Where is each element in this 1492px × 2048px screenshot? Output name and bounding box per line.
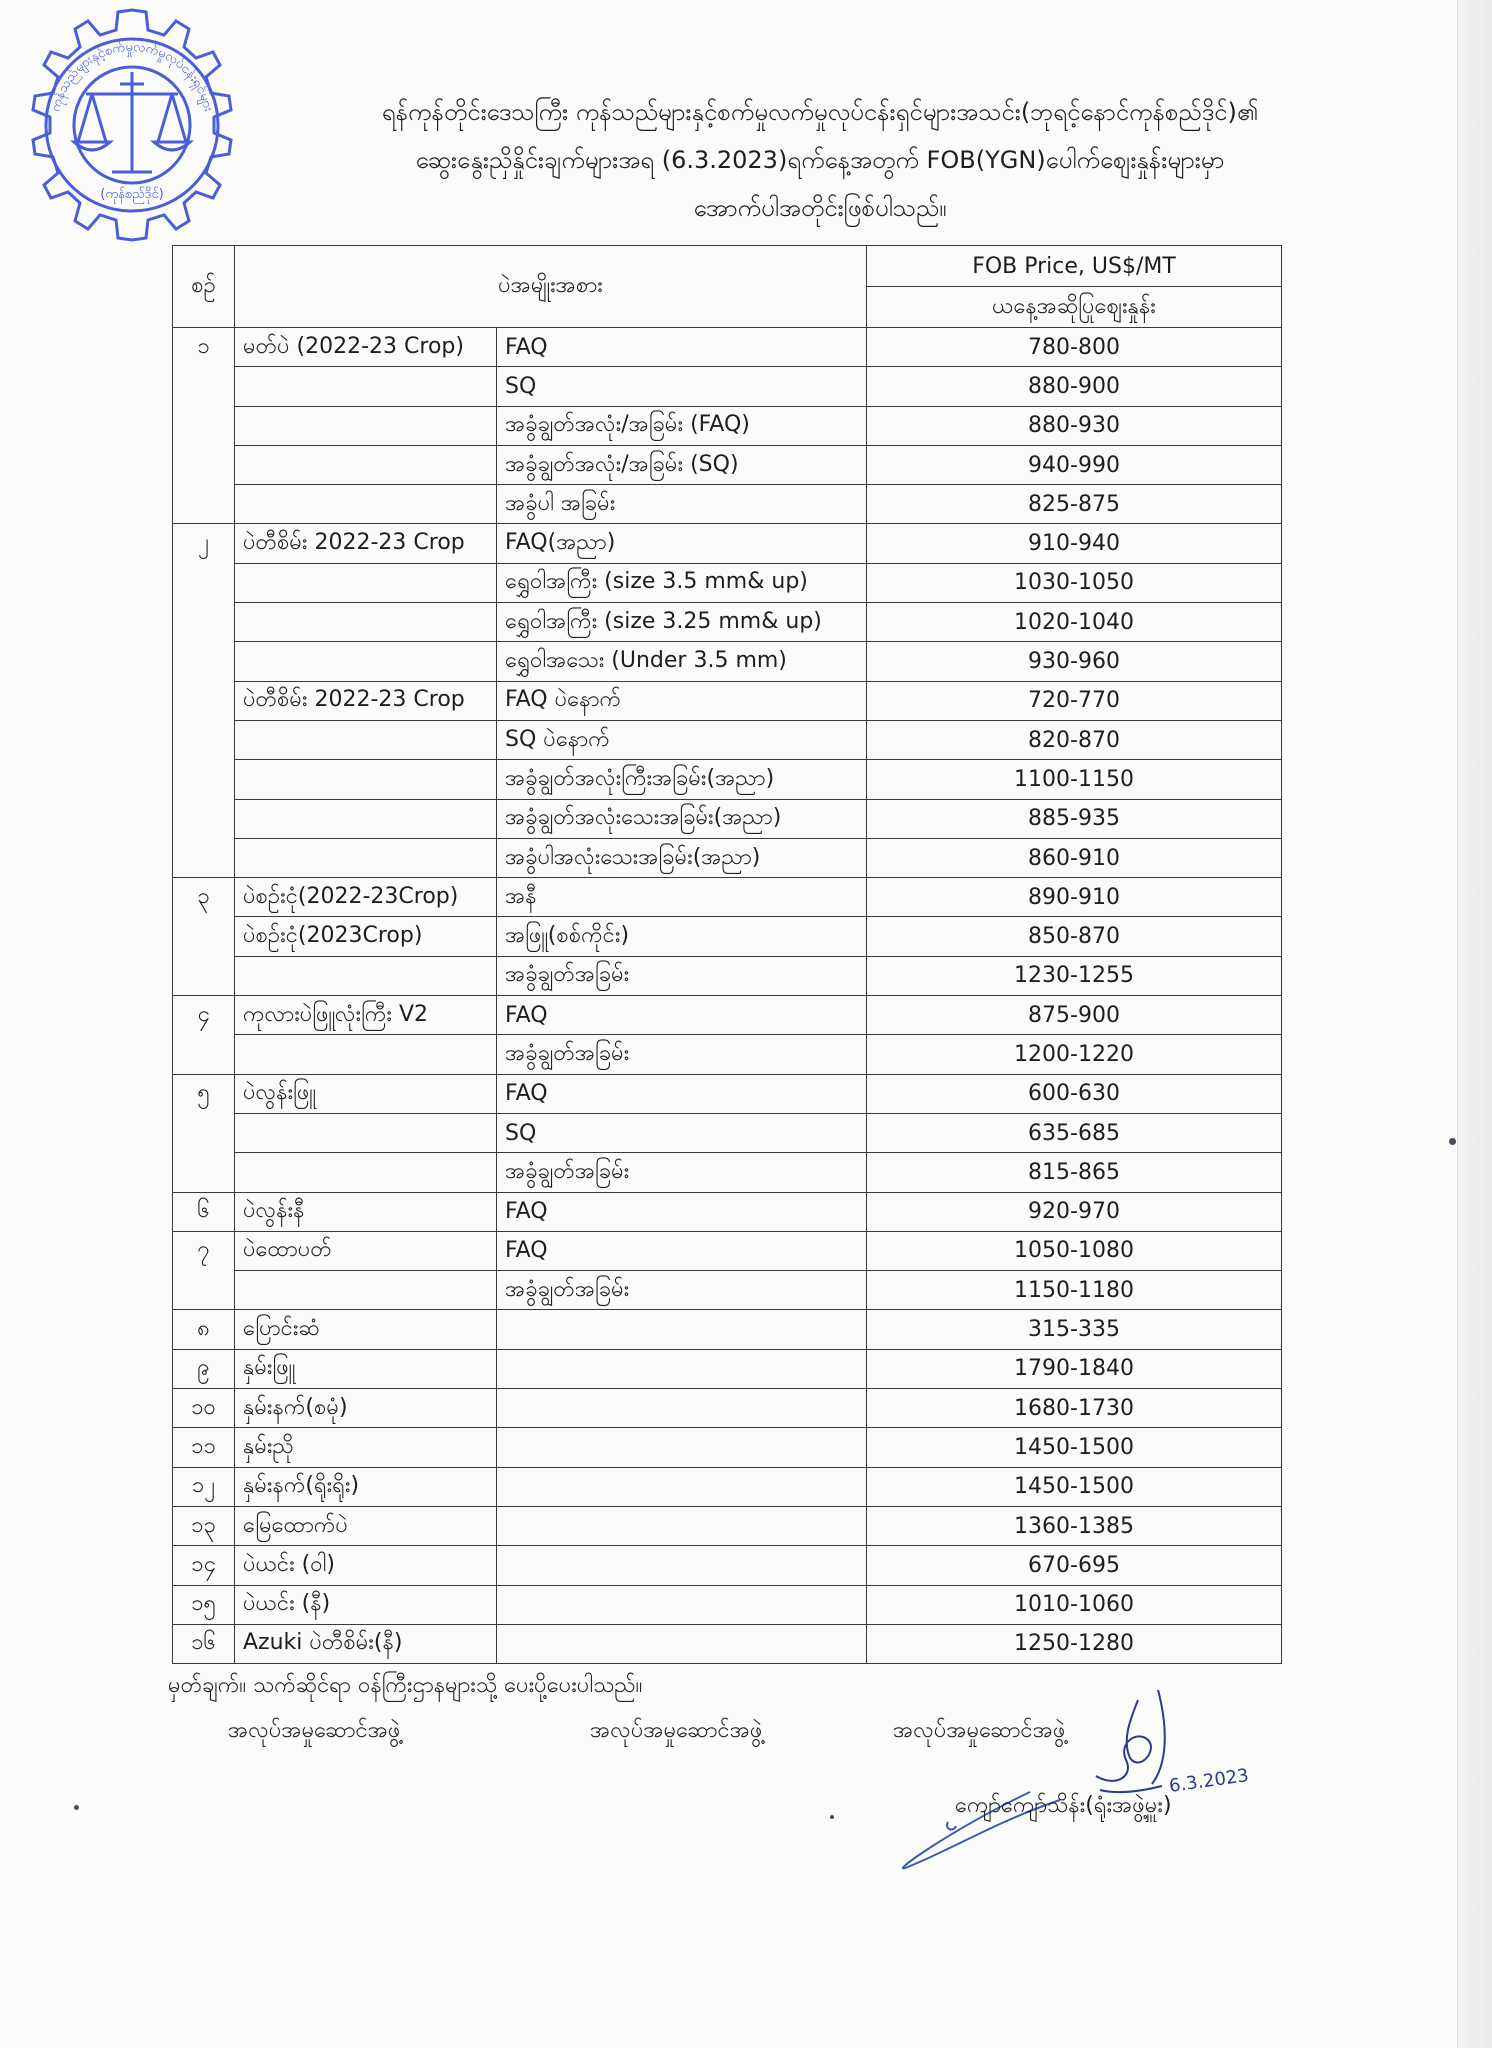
row-serial: ၁၂ xyxy=(173,1467,235,1506)
header-price-sub: ယနေ့အဆိုပြုဈေးနှုန်း xyxy=(867,287,1282,328)
document-heading xyxy=(300,88,1340,232)
row-item-name xyxy=(235,367,497,406)
row-item-name xyxy=(235,799,497,838)
row-item-name: ပဲစဉ်းငုံ(2022-23Crop) xyxy=(235,878,497,917)
signer-name: ကျော်ကျော်သိန်း(ရုံးအဖွဲ့မှူး) xyxy=(955,1793,1172,1818)
table-row xyxy=(173,1153,1282,1192)
row-grade xyxy=(497,1428,867,1467)
row-item-name: ပြောင်းဆံ xyxy=(235,1310,497,1349)
row-serial xyxy=(173,838,235,877)
table-row xyxy=(173,445,1282,484)
table-row xyxy=(173,328,1282,367)
row-grade: အခွံပါအလုံးသေးအခြမ်း(အညာ) xyxy=(497,838,867,877)
table-row xyxy=(173,1428,1282,1467)
table-row xyxy=(173,1467,1282,1506)
fob-price-table xyxy=(172,245,1282,1664)
row-item-name xyxy=(235,838,497,877)
row-grade xyxy=(497,1310,867,1349)
row-grade xyxy=(497,1585,867,1624)
row-item-name: ပဲလွန်းနီ xyxy=(235,1192,497,1231)
heading-line-2: ဆွေးနွေးညှိနှိုင်းချက်များအရ (6.3.2023)ရက်နေ့အတွက် FOB(YGN)ပေါက်စျေးနှုန်းများမှာ xyxy=(415,146,1225,174)
handwritten-signature xyxy=(890,1680,1290,1880)
row-price: 880-930 xyxy=(867,406,1282,445)
row-item-name: ကုလားပဲဖြူလုံးကြီး V2 xyxy=(235,996,497,1035)
row-grade: FAQ xyxy=(497,1231,867,1270)
ink-speck xyxy=(74,1805,79,1810)
row-item-name: ပဲတီစိမ်း 2022-23 Crop xyxy=(235,524,497,563)
ink-speck xyxy=(830,1815,834,1819)
table-row xyxy=(173,1585,1282,1624)
row-serial xyxy=(173,1113,235,1152)
row-serial: ၁၃ xyxy=(173,1506,235,1545)
row-grade xyxy=(497,1506,867,1545)
table-row xyxy=(173,1035,1282,1074)
table-row xyxy=(173,917,1282,956)
table-row xyxy=(173,1113,1282,1152)
row-item-name: နှမ်းနက်(ရိုးရိုး) xyxy=(235,1467,497,1506)
row-grade: FAQ xyxy=(497,1192,867,1231)
committee-label-2: အလုပ်အမှုဆောင်အဖွဲ့ xyxy=(590,1718,763,1743)
row-item-name xyxy=(235,1113,497,1152)
row-grade: FAQ xyxy=(497,996,867,1035)
row-price: 1050-1080 xyxy=(867,1231,1282,1270)
row-serial: ၁၅ xyxy=(173,1585,235,1624)
row-price: 850-870 xyxy=(867,917,1282,956)
row-price: 820-870 xyxy=(867,720,1282,759)
row-serial xyxy=(173,760,235,799)
footer-note: မှတ်ချက်။ သက်ဆိုင်ရာ ဝန်ကြီးဌာနများသို့ ပေးပို့ပေးပါသည်။ xyxy=(168,1673,643,1698)
row-serial xyxy=(173,681,235,720)
row-item-name: ပဲယင်း (နီ) xyxy=(235,1585,497,1624)
row-price: 1450-1500 xyxy=(867,1428,1282,1467)
table-row xyxy=(173,603,1282,642)
table-row xyxy=(173,485,1282,524)
table-row xyxy=(173,406,1282,445)
seal-bottom-text: (ကုန်စည်ဒိုင်) xyxy=(100,187,164,202)
row-price: 1450-1500 xyxy=(867,1467,1282,1506)
row-serial: ၂ xyxy=(173,524,235,563)
table-row xyxy=(173,1271,1282,1310)
row-price: 1200-1220 xyxy=(867,1035,1282,1074)
row-grade: SQ xyxy=(497,1113,867,1152)
row-grade: ရွှေဝါအကြီး (size 3.5 mm& up) xyxy=(497,563,867,602)
row-item-name: ပဲယင်း (ဝါ) xyxy=(235,1546,497,1585)
row-serial xyxy=(173,1035,235,1074)
row-grade: FAQ xyxy=(497,1074,867,1113)
row-price: 720-770 xyxy=(867,681,1282,720)
row-price: 1680-1730 xyxy=(867,1389,1282,1428)
row-grade: အခွံချွတ်အခြမ်း xyxy=(497,1271,867,1310)
row-serial xyxy=(173,642,235,681)
table-row xyxy=(173,1192,1282,1231)
table-row xyxy=(173,1389,1282,1428)
row-item-name: မတ်ပဲ (2022-23 Crop) xyxy=(235,328,497,367)
table-body xyxy=(173,328,1282,1664)
association-seal-logo xyxy=(8,2,256,250)
table-row xyxy=(173,720,1282,759)
row-price: 315-335 xyxy=(867,1310,1282,1349)
table-row xyxy=(173,563,1282,602)
row-grade: SQ xyxy=(497,367,867,406)
row-grade: အခွံချွတ်အခြမ်း xyxy=(497,956,867,995)
table-row xyxy=(173,956,1282,995)
row-price: 1030-1050 xyxy=(867,563,1282,602)
row-serial: ၈ xyxy=(173,1310,235,1349)
row-grade xyxy=(497,1546,867,1585)
row-price: 1100-1150 xyxy=(867,760,1282,799)
row-price: 1150-1180 xyxy=(867,1271,1282,1310)
row-item-name xyxy=(235,760,497,799)
row-price: 815-865 xyxy=(867,1153,1282,1192)
row-serial xyxy=(173,485,235,524)
row-price: 600-630 xyxy=(867,1074,1282,1113)
row-item-name: နှမ်းဖြူ xyxy=(235,1349,497,1388)
row-serial: ၁၆ xyxy=(173,1624,235,1663)
row-price: 780-800 xyxy=(867,328,1282,367)
row-price: 1250-1280 xyxy=(867,1624,1282,1663)
row-item-name xyxy=(235,1271,497,1310)
row-price: 635-685 xyxy=(867,1113,1282,1152)
ink-speck xyxy=(1449,1138,1456,1145)
header-price: FOB Price, US$/MT xyxy=(867,246,1282,287)
table-row xyxy=(173,760,1282,799)
committee-label-3: အလုပ်အမှုဆောင်အဖွဲ့ xyxy=(893,1718,1066,1743)
row-serial xyxy=(173,917,235,956)
row-grade: အဖြူ(စစ်ကိုင်း) xyxy=(497,917,867,956)
row-price: 930-960 xyxy=(867,642,1282,681)
row-grade xyxy=(497,1624,867,1663)
row-price: 875-900 xyxy=(867,996,1282,1035)
table-row xyxy=(173,524,1282,563)
row-grade: FAQ xyxy=(497,328,867,367)
table-header-row xyxy=(173,246,1282,287)
row-price: 940-990 xyxy=(867,445,1282,484)
row-serial xyxy=(173,1271,235,1310)
row-grade xyxy=(497,1349,867,1388)
row-grade: အခွံချွတ်အလုံးကြီးအခြမ်း(အညာ) xyxy=(497,760,867,799)
row-item-name: ပဲလွန်းဖြူ xyxy=(235,1074,497,1113)
row-grade: အနီ xyxy=(497,878,867,917)
heading-line-1: ရန်ကုန်တိုင်းဒေသကြီး ကုန်သည်များနှင့်စက်မှုလက်မှုလုပ်ငန်းရှင်များအသင်း(ဘုရင့်နောင်ကုန်စည်ဒိုင်)၏ xyxy=(381,98,1259,126)
row-serial: ၄ xyxy=(173,996,235,1035)
row-serial xyxy=(173,367,235,406)
row-serial xyxy=(173,1153,235,1192)
paper-edge xyxy=(1457,0,1492,2048)
row-item-name xyxy=(235,485,497,524)
row-serial: ၇ xyxy=(173,1231,235,1270)
row-price: 1360-1385 xyxy=(867,1506,1282,1545)
row-grade: ရွှေဝါအကြီး (size 3.25 mm& up) xyxy=(497,603,867,642)
row-price: 890-910 xyxy=(867,878,1282,917)
row-grade: FAQ ပဲနောက် xyxy=(497,681,867,720)
row-serial xyxy=(173,563,235,602)
table-row xyxy=(173,1310,1282,1349)
row-item-name: မြေထောက်ပဲ xyxy=(235,1506,497,1545)
table-row xyxy=(173,878,1282,917)
row-serial xyxy=(173,799,235,838)
row-grade: အခွံချွတ်အလုံး/အခြမ်း (FAQ) xyxy=(497,406,867,445)
row-price: 1230-1255 xyxy=(867,956,1282,995)
row-grade: အခွံချွတ်အခြမ်း xyxy=(497,1035,867,1074)
table-row xyxy=(173,642,1282,681)
row-price: 920-970 xyxy=(867,1192,1282,1231)
row-grade: အခွံချွတ်အလုံးသေးအခြမ်း(အညာ) xyxy=(497,799,867,838)
table-row xyxy=(173,1074,1282,1113)
row-item-name xyxy=(235,603,497,642)
row-serial: ၆ xyxy=(173,1192,235,1231)
row-serial: ၁၀ xyxy=(173,1389,235,1428)
table-row xyxy=(173,1506,1282,1545)
row-grade: FAQ(အညာ) xyxy=(497,524,867,563)
row-item-name: Azuki ပဲတီစိမ်း(နီ) xyxy=(235,1624,497,1663)
row-price: 910-940 xyxy=(867,524,1282,563)
row-item-name: ပဲစဉ်းငုံ(2023Crop) xyxy=(235,917,497,956)
row-price: 1790-1840 xyxy=(867,1349,1282,1388)
row-grade: SQ ပဲနောက် xyxy=(497,720,867,759)
row-item-name xyxy=(235,1153,497,1192)
table-row xyxy=(173,838,1282,877)
row-serial xyxy=(173,603,235,642)
row-grade: အခွံပါ အခြမ်း xyxy=(497,485,867,524)
row-serial: ၁ xyxy=(173,328,235,367)
row-serial xyxy=(173,406,235,445)
header-item: ပဲအမျိုးအစား xyxy=(235,246,867,328)
row-item-name: ပဲတီစိမ်း 2022-23 Crop xyxy=(235,681,497,720)
row-grade: အခွံချွတ်အလုံး/အခြမ်း (SQ) xyxy=(497,445,867,484)
header-serial: စဉ် xyxy=(173,246,235,328)
row-item-name xyxy=(235,956,497,995)
handwritten-date: 6.3.2023 xyxy=(1167,1765,1251,1797)
row-price: 1010-1060 xyxy=(867,1585,1282,1624)
row-serial xyxy=(173,956,235,995)
row-serial xyxy=(173,445,235,484)
row-grade xyxy=(497,1389,867,1428)
table-row xyxy=(173,1231,1282,1270)
row-serial: ၅ xyxy=(173,1074,235,1113)
row-grade: အခွံချွတ်အခြမ်း xyxy=(497,1153,867,1192)
seal-inner-text: ကုန်သည်များနှင့်စက်မှုလက်မှုလုပ်ငန်းရှင်များ xyxy=(48,39,216,114)
row-item-name xyxy=(235,563,497,602)
table-row xyxy=(173,799,1282,838)
row-serial: ၉ xyxy=(173,1349,235,1388)
row-serial xyxy=(173,720,235,759)
table-row xyxy=(173,367,1282,406)
row-price: 670-695 xyxy=(867,1546,1282,1585)
table-row xyxy=(173,1546,1282,1585)
row-grade xyxy=(497,1467,867,1506)
row-item-name: နှမ်းညို xyxy=(235,1428,497,1467)
row-item-name: ပဲထောပတ် xyxy=(235,1231,497,1270)
row-price: 860-910 xyxy=(867,838,1282,877)
table-row xyxy=(173,1349,1282,1388)
row-item-name xyxy=(235,445,497,484)
row-item-name xyxy=(235,406,497,445)
row-serial: ၁၁ xyxy=(173,1428,235,1467)
row-price: 825-875 xyxy=(867,485,1282,524)
row-item-name: နှမ်းနက်(စမုံ) xyxy=(235,1389,497,1428)
table-row xyxy=(173,681,1282,720)
row-grade: ရွှေဝါအသေး (Under 3.5 mm) xyxy=(497,642,867,681)
row-serial: ၁၄ xyxy=(173,1546,235,1585)
heading-line-3: အောက်ပါအတိုင်းဖြစ်ပါသည်။ xyxy=(693,194,947,222)
row-serial: ၃ xyxy=(173,878,235,917)
row-item-name xyxy=(235,720,497,759)
row-item-name xyxy=(235,642,497,681)
table-row xyxy=(173,1624,1282,1663)
row-price: 1020-1040 xyxy=(867,603,1282,642)
table-row xyxy=(173,996,1282,1035)
row-price: 885-935 xyxy=(867,799,1282,838)
row-price: 880-900 xyxy=(867,367,1282,406)
committee-label-1: အလုပ်အမှုဆောင်အဖွဲ့ xyxy=(228,1718,401,1743)
row-item-name xyxy=(235,1035,497,1074)
